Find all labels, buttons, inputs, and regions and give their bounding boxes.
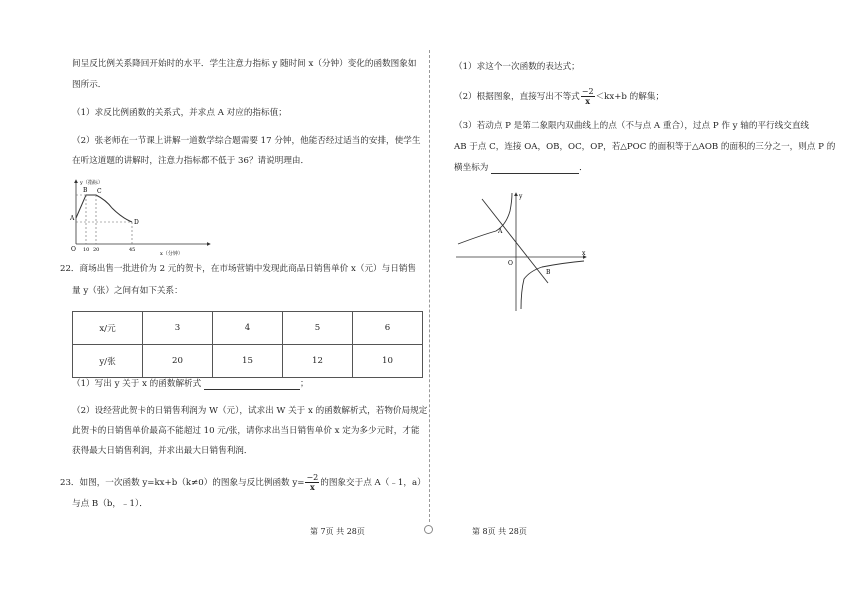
x-axis-label: x（分钟） [160, 251, 183, 256]
question-text: ＜kx+b 的解集； [595, 92, 665, 102]
text-line: AB 于点 C，连接 OA，OB，OC，OP，若△POC 的面积等于△AOB 的面积的三分之一，则点 P 的 [454, 142, 836, 152]
question-text: （2）根据图象，直接写出不等式 [454, 92, 580, 102]
point-a-label: A [498, 228, 503, 235]
price-sales-table [72, 311, 423, 378]
text-line: 与点 B（b，﹣1）． [72, 499, 148, 509]
point-b-label: B [546, 269, 551, 276]
question-22: 22．商场出售一批进价为 2 元的贺卡，在市场营销中发现此商品日销售单价 x（元）与日销售 [60, 264, 417, 274]
punctuation: ． [579, 163, 588, 173]
table-cell: 15 [213, 345, 283, 378]
tick-label: 10 [83, 247, 90, 253]
answer-blank[interactable] [204, 380, 300, 390]
point-b-label: B [83, 187, 88, 194]
table-cell: x/元 [73, 312, 143, 345]
table-cell: 12 [283, 345, 353, 378]
text-line: 间呈反比例关系降回开始时的水平．学生注意力指标 y 随时间 x（分钟）变化的函数图象如 [72, 59, 417, 69]
text-line: 此贺卡的日销售单价最高不能超过 10 元/张，请你求出当日销售单价 x 定为多少元时，才能 [72, 426, 420, 436]
fraction: $\frac{-2}{x}$ [306, 473, 319, 492]
punctuation: ； [299, 379, 309, 389]
table-cell: 6 [353, 312, 423, 345]
origin-label: O [508, 260, 513, 267]
table-row [73, 312, 423, 345]
question-23-part-3: （3）若动点 P 是第二象限内双曲线上的点（不与点 A 重合），过点 P 作 y 轴的平行线交直线 [454, 121, 810, 131]
page-number: 第 7页 共 28页 [310, 527, 365, 536]
table-cell: 20 [143, 345, 213, 378]
question-23-part-1: （1）求这个一次函数的表达式； [454, 62, 580, 72]
page-number: 第 8页 共 28页 [472, 527, 527, 536]
point-d-label: D [134, 219, 139, 226]
text-line: 量 y（张）之间有如下关系： [72, 286, 183, 296]
table-cell: 3 [143, 312, 213, 345]
question-text: 横坐标为 [454, 163, 489, 173]
question-text: （1）写出 y 关于 x 的函数解析式 [72, 379, 202, 389]
text-line: 获得最大日销售利润，并求出最大日销售利润． [72, 446, 253, 456]
table-row [73, 345, 423, 378]
right-page [430, 0, 860, 606]
y-axis-label: y（指标） [80, 180, 103, 186]
question-21-part-2: （2）张老师在一节课上讲解一道数学综合题需要 17 分钟，他能否经过适当的安排，使学生 [72, 136, 421, 146]
answer-blank[interactable] [491, 164, 579, 174]
point-a-label: A [70, 215, 75, 222]
question-text: 的图象交于点 A（﹣1，a） [320, 478, 426, 488]
question-23 [60, 474, 426, 491]
fraction: $\frac{-2}{x}$ [581, 87, 594, 106]
tick-label: 45 [129, 247, 136, 253]
tick-label: 20 [93, 247, 100, 253]
question-text: 23．如图，一次函数 y=kx+b（k≠0）的图象与反比例函数 y= [60, 478, 305, 488]
text-line: 在听这道题的讲解时，注意力指标都不低于 36？请说明理由． [72, 156, 310, 166]
origin-label: O [71, 246, 76, 253]
point-c-label: C [97, 188, 102, 195]
question-22-part-1 [72, 378, 309, 390]
question-22-part-2: （2）设经营此贺卡的日销售利润为 W（元），试求出 W 关于 x 的函数解析式，若物价局规定 [72, 406, 428, 416]
table-cell: 5 [283, 312, 353, 345]
table-cell: 10 [353, 345, 423, 378]
table-cell: y/张 [73, 345, 143, 378]
x-axis-label: x [582, 250, 586, 257]
function-graph [452, 187, 592, 315]
question-21-part-1: （1）求反比例函数的关系式，并求点 A 对应的指标值； [72, 108, 287, 118]
text-line [454, 162, 588, 174]
y-axis-label: y [519, 193, 523, 200]
question-23-part-2 [454, 88, 664, 105]
attention-graph [64, 176, 214, 256]
text-line: 图所示． [72, 80, 107, 90]
table-cell: 4 [213, 312, 283, 345]
